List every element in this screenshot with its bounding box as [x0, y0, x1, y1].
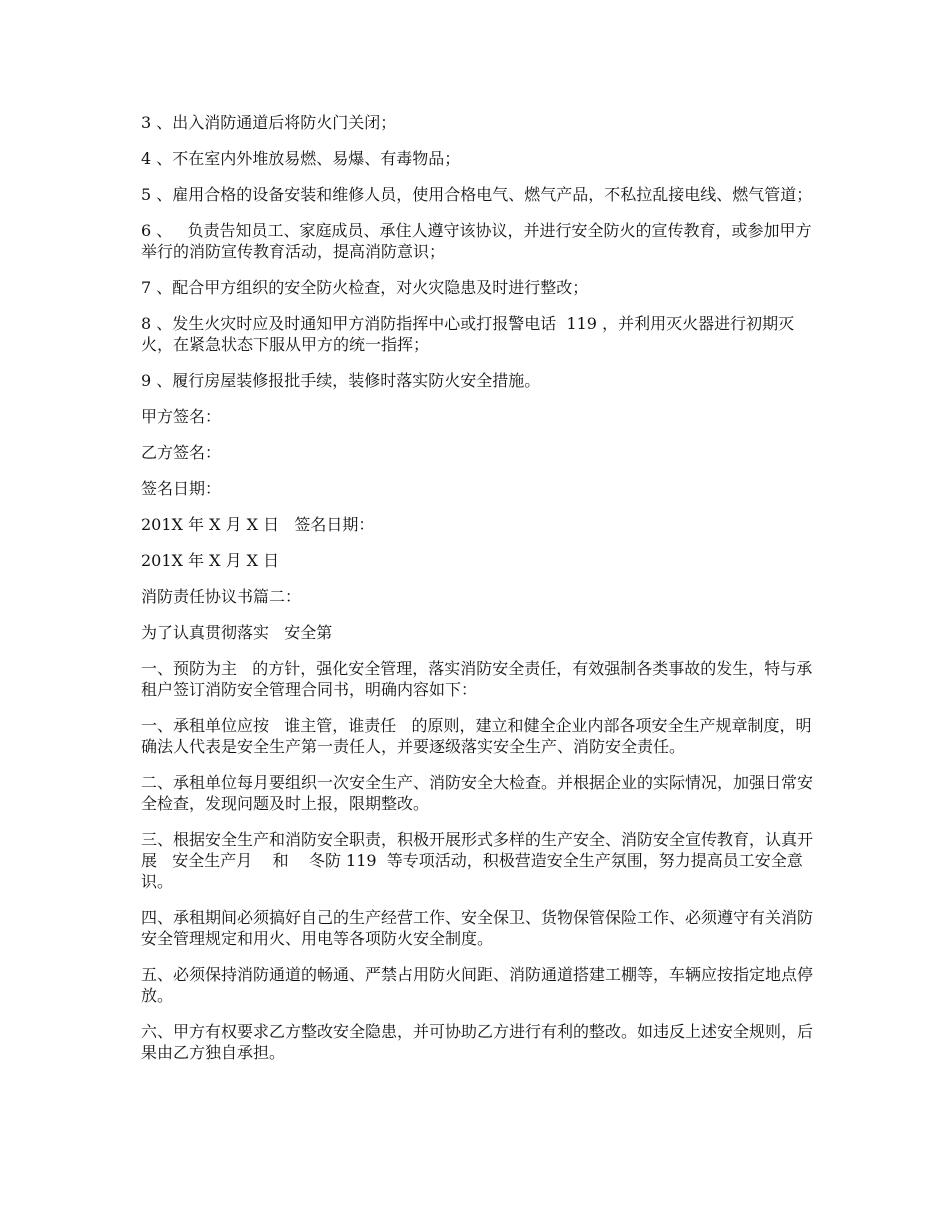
paragraph-article-2: 二、承租单位每月要组织一次安全生产、消防安全大检查。并根据企业的实际情况，加强日常安全检查，发现问题及时上报，限期整改。 — [141, 773, 814, 813]
paragraph-clause-5: 5 、雇用合格的设备安装和维修人员，使用合格电气、燃气产品，不私拉乱接电线、燃气管道； — [141, 185, 813, 204]
paragraph-clause-6: 6 、 负责告知员工、家庭成员、承住人遵守该协议，并进行安全防火的宣传教育，或参加甲方举行的消防宣传教育活动，提高消防意识； — [141, 221, 812, 261]
paragraph-article-3: 三、根据安全生产和消防安全职责，积极开展形式多样的生产安全、消防安全宣传教育，认真开展 安全生产月 和 冬防 119 等专项活动，积极营造安全生产氛围，努力提高员工安全意识。 — [141, 830, 814, 891]
paragraph-clause-7: 7 、配合甲方组织的安全防火检查，对火灾隐患及时进行整改； — [141, 278, 589, 297]
paragraph-article-6: 六、甲方有权要求乙方整改安全隐患，并可协助乙方进行有利的整改。如违反上述安全规则，后果由乙方独自承担。 — [141, 1022, 814, 1062]
document-body — [141, 112, 813, 1078]
date-line-1: 201X 年 X 月 X 日 签名日期： — [141, 515, 375, 534]
paragraph-article-5: 五、必须保持消防通道的畅通、严禁占用防火间距、消防通道搭建工棚等，车辆应按指定地点停放。 — [141, 965, 814, 1005]
date-line-2: 201X 年 X 月 X 日 — [141, 551, 280, 570]
paragraph-article-4: 四、承租期间必须搞好自己的生产经营工作、安全保卫、货物保管保险工作、必须遵守有关消防安全管理规定和用火、用电等各项防火安全制度。 — [141, 908, 814, 948]
party-b-signature: 乙方签名： — [141, 443, 222, 462]
paragraph-clause-8: 8 、发生火灾时应及时通知甲方消防指挥中心或打报警电话 119 ，并利用灭火器进行初期灭火，在紧急状态下服从甲方的统一指挥； — [141, 314, 795, 354]
section-heading-part-two: 消防责任协议书篇二： — [141, 587, 302, 606]
signature-date-label: 签名日期： — [141, 479, 222, 498]
paragraph-article-1: 一、承租单位应按 谁主管，谁责任 的原则，建立和健全企业内部各项安全生产规章制度，明确法人代表是安全生产第一责任人，并要逐级落实安全生产、消防安全责任。 — [141, 716, 812, 756]
paragraph-clause-9: 9 、履行房屋装修报批手续，装修时落实防火安全措施。 — [141, 371, 541, 390]
party-a-signature: 甲方签名： — [141, 407, 222, 426]
paragraph-clause-3: 3 、出入消防通道后将防火门关闭； — [141, 113, 397, 132]
paragraph-intro: 为了认真贯彻落实 安全第 — [141, 623, 333, 642]
paragraph-principle: 一、预防为主 的方针，强化安全管理，落实消防安全责任，有效强制各类事故的发生，特与承租户签订消防安全管理合同书，明确内容如下： — [141, 659, 813, 699]
paragraph-clause-4: 4 、不在室内外堆放易燃、易爆、有毒物品； — [141, 149, 461, 168]
